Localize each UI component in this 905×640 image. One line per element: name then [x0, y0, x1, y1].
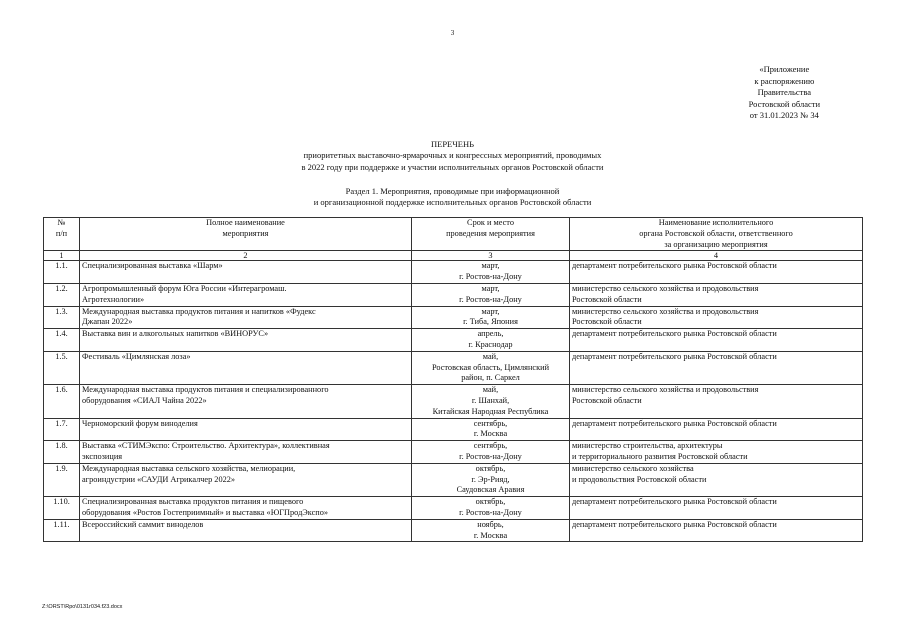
appendix-line: от 31.01.2023 № 34: [749, 110, 819, 120]
event-date-place: октябрь, г. Ростов-на-Дону: [412, 497, 570, 520]
section-line: и организационной поддержке исполнительных органов Ростовской области: [313, 196, 592, 207]
responsible-body: министерство сельского хозяйства и продовольствия Ростовской области: [570, 463, 863, 496]
table-row: [44, 283, 863, 306]
responsible-body: департамент потребительского рынка Ростовской области: [570, 418, 863, 441]
appendix-line: Ростовской области: [748, 98, 820, 109]
table-row: [44, 497, 863, 520]
event-date-place: сентябрь, г. Москва: [412, 418, 570, 441]
appendix-line: к распоряжению: [754, 75, 815, 86]
column-index-row: [44, 251, 863, 261]
event-name: Выставка вин и алкогольных напитков «ВИНОРУС»: [80, 329, 412, 352]
row-number: 1.8.: [44, 441, 80, 464]
header-org: Наименование исполнительного органа Ростовской области, ответственного за организацию мероприятия: [570, 218, 863, 251]
event-name: Черноморский форум виноделия: [80, 418, 412, 441]
table-row: [44, 519, 863, 542]
row-number: 1.7.: [44, 418, 80, 441]
appendix-line: «Приложение: [759, 64, 810, 74]
responsible-body: департамент потребительского рынка Ростовской области: [570, 329, 863, 352]
responsible-body: департамент потребительского рынка Ростовской области: [570, 497, 863, 520]
event-date-place: май, Ростовская область, Цимлянский район, п. Саркел: [412, 351, 570, 384]
events-table: [43, 217, 863, 542]
table-row: [44, 351, 863, 384]
event-name: Международная выставка продуктов питания и специализированного оборудования «СИАЛ Чайна 2022»: [80, 385, 412, 418]
column-index: 1: [44, 251, 80, 261]
table-row: [44, 261, 863, 284]
event-name: Фестиваль «Цимлянская лоза»: [80, 351, 412, 384]
event-date-place: март, г. Ростов-на-Дону: [412, 283, 570, 306]
event-name: Международная выставка сельского хозяйства, мелиорации, агроиндустрии «САУДИ Агрикалчер 2022»: [80, 463, 412, 496]
appendix-block: [749, 64, 820, 122]
row-number: 1.1.: [44, 261, 80, 284]
event-date-place: март, г. Ростов-на-Дону: [412, 261, 570, 284]
heading-line: приоритетных выставочно-ярмарочных и конгрессных мероприятий, проводимых: [303, 150, 602, 161]
event-name: Агропромышленный форум Юга России «Интерагромаш. Агротехнологии»: [80, 283, 412, 306]
page-number: 3: [450, 29, 455, 37]
event-name: Всероссийский саммит виноделов: [80, 519, 412, 542]
table-row: [44, 463, 863, 496]
responsible-body: департамент потребительского рынка Ростовской области: [570, 351, 863, 384]
row-number: 1.2.: [44, 283, 80, 306]
section-title: [0, 186, 905, 208]
event-name: Выставка «СТИМЭкспо: Строительство. Архитектура», коллективная экспозиция: [80, 441, 412, 464]
event-date-place: март, г. Тиба, Япония: [412, 306, 570, 329]
column-index: 4: [570, 251, 863, 261]
row-number: 1.4.: [44, 329, 80, 352]
table-body: [44, 261, 863, 542]
header-name: Полное наименование мероприятия: [80, 218, 412, 251]
row-number: 1.9.: [44, 463, 80, 496]
table-row: [44, 329, 863, 352]
responsible-body: министерство сельского хозяйства и продовольствия Ростовской области: [570, 306, 863, 329]
document-heading: [0, 139, 905, 173]
event-date-place: сентябрь, г. Ростов-на-Дону: [412, 441, 570, 464]
header-when: Срок и место проведения мероприятия: [412, 218, 570, 251]
event-date-place: апрель, г. Краснодар: [412, 329, 570, 352]
row-number: 1.5.: [44, 351, 80, 384]
header-num: № п/п: [44, 218, 80, 251]
responsible-body: департамент потребительского рынка Ростовской области: [570, 261, 863, 284]
event-date-place: ноябрь, г. Москва: [412, 519, 570, 542]
table-header-row: [44, 218, 863, 251]
file-path-footer: Z:\ORST\Rpo\0131r034.f23.docx: [42, 604, 123, 610]
responsible-body: министерство сельского хозяйства и продовольствия Ростовской области: [570, 385, 863, 418]
row-number: 1.10.: [44, 497, 80, 520]
responsible-body: департамент потребительского рынка Ростовской области: [570, 519, 863, 542]
event-name: Специализированная выставка продуктов питания и пищевого оборудования «Ростов Гостеприимный» и выставка «ЮГПродЭкспо»: [80, 497, 412, 520]
responsible-body: министерство строительства, архитектуры и территориального развития Ростовской области: [570, 441, 863, 464]
table-row: [44, 306, 863, 329]
column-index: 2: [80, 251, 412, 261]
heading-line: в 2022 году при поддержке и участии исполнительных органов Ростовской области: [301, 161, 604, 172]
row-number: 1.6.: [44, 385, 80, 418]
table-row: [44, 441, 863, 464]
table-row: [44, 385, 863, 418]
row-number: 1.11.: [44, 519, 80, 542]
responsible-body: министерство сельского хозяйства и продовольствия Ростовской области: [570, 283, 863, 306]
event-name: Международная выставка продуктов питания и напитков «Фудекс Джапан 2022»: [80, 306, 412, 329]
appendix-line: Правительства: [757, 87, 812, 97]
document-title: ПЕРЕЧЕНЬ: [431, 139, 474, 149]
section-line: Раздел 1. Мероприятия, проводимые при информационной: [345, 186, 560, 196]
row-number: 1.3.: [44, 306, 80, 329]
table-row: [44, 418, 863, 441]
column-index: 3: [412, 251, 570, 261]
event-date-place: май, г. Шанхай, Китайская Народная Республика: [412, 385, 570, 418]
event-name: Специализированная выставка «Шарм»: [80, 261, 412, 284]
event-date-place: октябрь, г. Эр-Рияд, Саудовская Аравия: [412, 463, 570, 496]
